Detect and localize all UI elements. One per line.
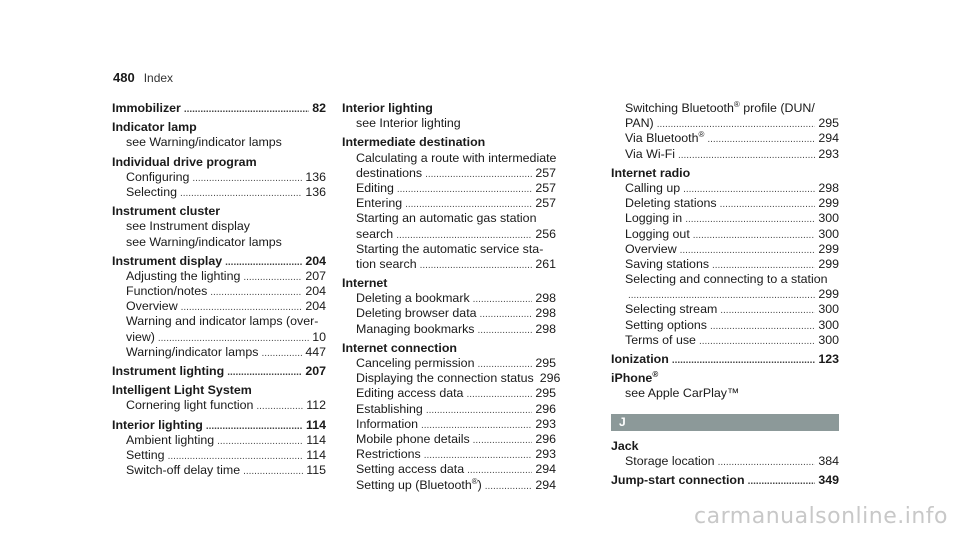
- index-entry: Ionization . . . 123: [611, 352, 839, 367]
- index-subentry: Canceling permission . . . 295: [342, 356, 556, 371]
- index-subentry: Mobile phone details . . . 296: [342, 432, 556, 447]
- index-subentry: Restrictions . . . 293: [342, 447, 556, 462]
- index-subentry: Setting access data . . . 294: [342, 462, 556, 477]
- section-letter-bar: J: [611, 414, 839, 431]
- index-subentry: Configuring . . . 136: [112, 170, 326, 185]
- index-subentry: Warning/indicator lamps . . . 447: [112, 345, 326, 360]
- index-subentry: Overview . . . 204: [112, 299, 326, 314]
- index-entry: Immobilizer . . . 82: [112, 101, 326, 116]
- index-subentry: tion search . . . 261: [342, 257, 556, 272]
- index-subentry: PAN) . . . 295: [611, 116, 839, 131]
- index-subentry: Switch-off delay time . . . 115: [112, 463, 326, 478]
- index-column-2: [342, 101, 561, 493]
- index-subentry: view) . . . 10: [112, 330, 326, 345]
- index-subentry: Ambient lighting . . . 114: [112, 433, 326, 448]
- index-subentry: Switching Bluetooth® profile (DUN/: [625, 99, 815, 115]
- index-subentry: Overview . . . 299: [611, 242, 839, 257]
- index-entry: Internet: [342, 276, 388, 291]
- index-entry: Intelligent Light System: [112, 383, 252, 398]
- index-subentry: Information . . . 293: [342, 417, 556, 432]
- index-subentry: Warning and indicator lamps (over-: [126, 314, 319, 329]
- index-subentry: Setting options . . . 300: [611, 318, 839, 333]
- page-number: 480: [113, 70, 135, 85]
- index-entry: Jack: [611, 438, 639, 453]
- index-subentry: Via Bluetooth® . . . 294: [611, 131, 839, 146]
- index-subentry: Deleting stations . . . 299: [611, 196, 839, 211]
- index-subentry: Adjusting the lighting . . . 207: [112, 269, 326, 284]
- index-subentry: Terms of use . . . 300: [611, 333, 839, 348]
- index-subentry: Calculating a route with intermediate: [356, 150, 557, 165]
- index-entry: Intermediate destination: [342, 135, 486, 150]
- index-subentry: see Warning/indicator lamps: [126, 234, 282, 249]
- index-entry: Instrument lighting . . . 207: [112, 364, 326, 379]
- page-label: Index: [143, 71, 174, 85]
- index-subentry: Deleting a bookmark . . . 298: [342, 291, 556, 306]
- index-subentry: Selecting and connecting to a station: [625, 272, 828, 287]
- index-entry: Internet radio: [611, 165, 691, 180]
- index-entry: Interior lighting . . . 114: [112, 418, 326, 433]
- index-subentry: Editing . . . 257: [342, 181, 556, 196]
- index-subentry: see Instrument display: [126, 219, 250, 234]
- index-entry: iPhone®: [611, 370, 659, 386]
- page-header: [113, 70, 173, 85]
- index-subentry: Storage location . . . 384: [611, 454, 839, 469]
- index-subentry: Selecting . . . 136: [112, 185, 326, 200]
- index-entry: Individual drive program: [112, 154, 257, 169]
- index-subentry: Starting an automatic gas station: [356, 211, 537, 226]
- index-subentry: destinations . . . 257: [342, 166, 556, 181]
- index-column-1: [112, 101, 326, 478]
- index-subentry: see Warning/indicator lamps: [126, 135, 282, 150]
- index-subentry: Setting up (Bluetooth®) . . . 294: [342, 478, 556, 493]
- index-subentry: Function/notes . . . 204: [112, 284, 326, 299]
- index-subentry: Selecting stream . . . 300: [611, 302, 839, 317]
- index-subentry: Deleting browser data . . . 298: [342, 306, 556, 321]
- index-subentry: see Apple CarPlay™: [625, 386, 740, 401]
- index-subentry: Via Wi-Fi . . . 293: [611, 147, 839, 162]
- index-entry: Indicator lamp: [112, 120, 197, 135]
- index-entry: Internet connection: [342, 340, 457, 355]
- index-subentry: . . . 299: [611, 287, 839, 302]
- index-subentry: see Interior lighting: [356, 116, 461, 131]
- index-subentry: Logging out . . . 300: [611, 227, 839, 242]
- index-entry: Jump-start connection . . . 349: [611, 473, 839, 488]
- index-subentry: Saving stations . . . 299: [611, 257, 839, 272]
- index-subentry: Setting . . . 114: [112, 448, 326, 463]
- index-subentry: Logging in . . . 300: [611, 211, 839, 226]
- index-subentry: Editing access data . . . 295: [342, 386, 556, 401]
- index-subentry: search . . . 256: [342, 227, 556, 242]
- index-subentry: Calling up . . . 298: [611, 181, 839, 196]
- index-entry: Instrument display . . . 204: [112, 254, 326, 269]
- index-column-3: [611, 101, 839, 488]
- index-subentry: Starting the automatic service sta-: [356, 241, 544, 256]
- index-subentry: Displaying the connection status 296: [356, 371, 561, 386]
- index-subentry: Cornering light function . . . 112: [112, 398, 326, 413]
- index-entry: Interior lighting: [342, 101, 433, 115]
- index-subentry: Managing bookmarks . . . 298: [342, 322, 556, 337]
- watermark: carmanualsonline.info: [694, 504, 948, 529]
- index-subentry: Establishing . . . 296: [342, 402, 556, 417]
- index-entry: Instrument cluster: [112, 204, 221, 219]
- index-subentry: Entering . . . 257: [342, 196, 556, 211]
